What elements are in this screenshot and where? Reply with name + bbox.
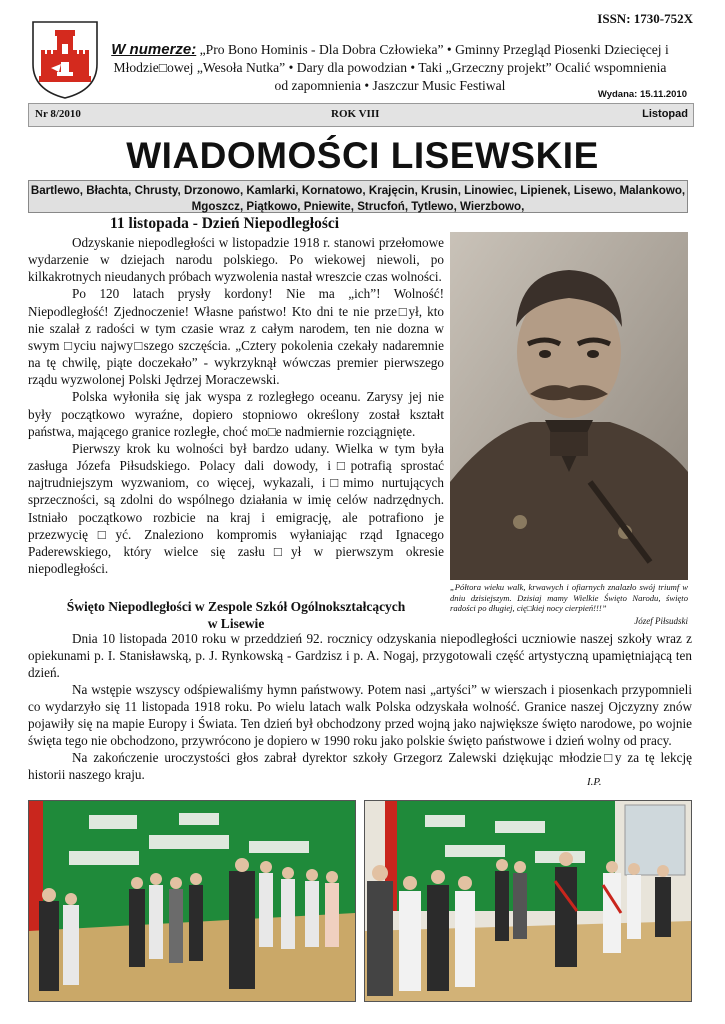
portrait-photo: [450, 232, 688, 580]
issue-bar: [28, 103, 694, 127]
article-paragraph: Dnia 10 listopada 2010 roku w przeddzień 92. rocznicy odzyskania niepodległości uczniowie naszej szkoły wraz z opiekunami p. I. Stanisławską, p. J. Rynkowską - Gardzisz i p. A. Nogaj, przygotowali część artystyczną upamiętniającą ten dzień.: [28, 631, 692, 680]
article-paragraph: Po 120 latach prysły kordony! Nie ma „ich”! Wolność! Niepodległość! Zjednoczenie! Własne państwo! Kto dni te nie prze□ył, kto nie szalał z radości w tym czasie wraz z całym narodem, ten nie dozna w swym □yciu najwy□szego szczęścia. „Cztery pokolenia czekały nadaremnie na tę chwilę, piąte doczekało” - wykrzyknął wówczas premier pierwszego rządu wyzwolonej Polski Jędrzej Moraczewski.: [28, 286, 444, 388]
school-title-line2: w Lisewie: [207, 616, 265, 631]
portrait-caption: „Półtora wieku walk, krwawych i ofiarnych znalazło swój triumf w dniu dzisiejszym. Dzisiaj mamy Wielkie Święto Narodu, święto radości po długiej, cię□kiej nocy cierpień!!!”: [450, 582, 688, 613]
school-article-title: [28, 598, 444, 632]
article-paragraph: Pierwszy krok ku wolności był bardzo udany. Wielka w tym była zasługa Józefa Piłsudskiego. Polacy dali dowody, i□potrafią sprostać najtrudniejszym wyzwaniom, co więcej, wykazali, i□mimo nurtujących sprzeczności, są zdolni do wspólnego działania w imię celów nadrzędnych. Istniało początkowo rozbicie na kraj i emigrację, ale potrafiono je przezwycię□yć. Znaleziono kompromis wyłaniając rząd Ignacego Paderewskiego, który wielce się zasłu□ył w pierwszym okresie niepodległości.: [28, 440, 444, 576]
article-paragraph: Na zakończenie uroczystości głos zabrał dyrektor szkoły Grzegorz Zalewski dziękując młodzie□y za tę lekcję historii naszego kraju.: [28, 750, 692, 782]
contents-label: W numerze:: [111, 41, 197, 58]
article-paragraph: Odzyskanie niepodległości w listopadzie 1918 r. stanowi przełomowe wydarzenie w dziejach narodu polskiego. Po wiekowej niewoli, po kilkakrotnych nieudanych próbach wyzwolenia nastał wreszcie czas wolności.: [28, 235, 444, 285]
coat-of-arms-logo: [31, 20, 99, 100]
issue-month: Listopad: [642, 108, 688, 120]
assembly-photo-right: [364, 800, 692, 1002]
school-title-line1: Święto Niepodległości w Zespole Szkół Ogólnokształcących: [66, 599, 406, 614]
issue-contents: [110, 41, 670, 95]
masthead-title: WIADOMOŚCI LISEWSKIE: [126, 135, 599, 176]
villages-list: Bartlewo, Błachta, Chrusty, Drzonowo, Kamlarki, Kornatowo, Krajęcin, Krusin, Linowiec, Lipienek, Lisewo, Malankowo, Mgoszcz, Piątkowo, Pniewite, Strucfoń, Tytlewo, Wierzbowo,: [28, 180, 688, 213]
main-article-title: 11 listopada - Dzień Niepodległości: [110, 215, 340, 232]
main-article-body: [28, 234, 444, 577]
issue-number: Nr 8/2010: [35, 108, 81, 120]
assembly-photo-left: [28, 800, 356, 1002]
article-paragraph: Polska wyłoniła się jak wyspa z rozległego oceanu. Zarysy jej nie były początkowo wyraźne, dopiero stopniowo określony został kształt państwa, mającego granice rozległe, choć mo□e nadmiernie rozciągnięte.: [28, 389, 444, 439]
issue-date: Wydana: 15.11.2010: [597, 89, 687, 100]
issue-year: ROK VIII: [331, 108, 380, 120]
author-initials: I.P.: [587, 776, 602, 788]
school-article-body: [28, 630, 692, 783]
caption-author: Józef Piłsudski: [634, 616, 688, 626]
article-paragraph: Na wstępie wszyscy odśpiewaliśmy hymn państwowy. Potem nasi „artyści” w wierszach i piosenkach przypomnieli co wydarzyło się 11 listopada 1918 roku. Po wielu latach walk Polska odzyskała wolność. Granice naszej Ojczyzny znów pojawiły się na mapie Europy i Świata. Ten dzień był obchodzony przed wojną jako największe święto narodowe, po wojnie święta tego nie obchodzono, przywrócono je dopiero w 1990 roku jako polskie święto państwowe i dzień wolny od pracy.: [28, 682, 692, 748]
contents-text: „Pro Bono Hominis - Dla Dobra Człowieka” • Gminny Przegląd Piosenki Dziecięcej i Młodzie□owej „Wesoła Nutka” • Dary dla powodzian • Taki „Grzeczny projekt” Ocalić wspomnienia od zapomnienia • Jaszczur Music Festiwal: [113, 42, 669, 93]
issn-number: ISSN: 1730-752X: [597, 11, 693, 26]
